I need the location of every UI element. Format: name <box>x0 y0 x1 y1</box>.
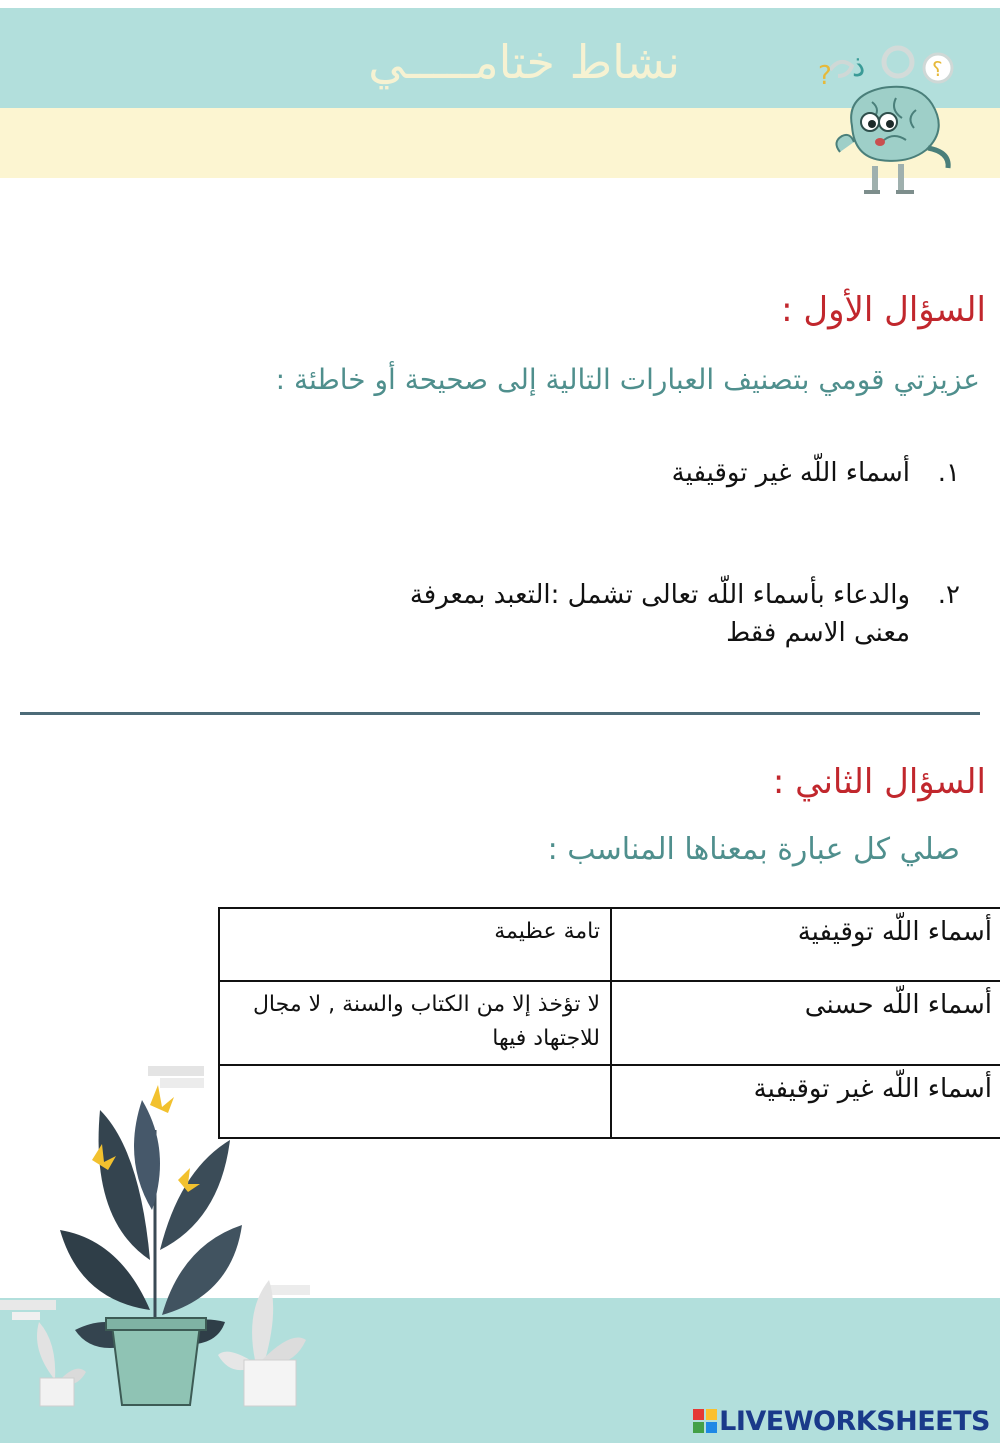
term-cell: أسماء اللّه غير توقيفية <box>611 1065 1000 1138</box>
watermark-text: LIVEWORKSHEETS <box>719 1406 990 1437</box>
liveworksheets-logo-icon <box>693 1409 717 1433</box>
statement-number: ٢. <box>937 580 960 610</box>
table-row <box>219 908 1000 981</box>
section-divider <box>20 712 980 715</box>
term-cell: أسماء اللّه حسنى <box>611 981 1000 1066</box>
question1-instruction: عزيزتي قومي بتصنيف العبارات التالية إلى صحيحة أو خاطئة : <box>275 363 980 396</box>
table-row <box>219 1065 1000 1138</box>
thinking-brain-illustration <box>812 40 972 200</box>
page-title: نشاط ختامـــــي <box>368 35 680 89</box>
svg-text:ذ: ذ <box>852 49 866 84</box>
statement-item <box>560 450 960 496</box>
svg-text:?: ? <box>818 61 832 91</box>
statement-number: ١. <box>937 458 960 488</box>
meaning-cell: تامة عظيمة <box>219 908 611 981</box>
meaning-cell: لا تؤخذ إلا من الكتاب والسنة , لا مجال للاجتهاد فيها <box>219 981 611 1066</box>
statement-item <box>330 576 960 656</box>
question2-heading: السؤال الثاني : <box>772 762 986 802</box>
plants-illustration <box>0 1060 330 1443</box>
liveworksheets-watermark <box>690 1402 990 1442</box>
svg-text:؟: ؟ <box>932 57 943 81</box>
table-row <box>219 981 1000 1066</box>
term-cell: أسماء اللّه توقيفية <box>611 908 1000 981</box>
matching-table <box>218 907 1000 1139</box>
question2-instruction: صلي كل عبارة بمعناها المناسب : <box>547 832 960 867</box>
statement-text: والدعاء بأسماء اللّه تعالى تشمل :التعبد بمعرفة معنى الاسم فقط <box>409 580 910 648</box>
statement-text: أسماء اللّه غير توقيفية <box>671 458 910 488</box>
question1-heading: السؤال الأول : <box>781 290 986 330</box>
